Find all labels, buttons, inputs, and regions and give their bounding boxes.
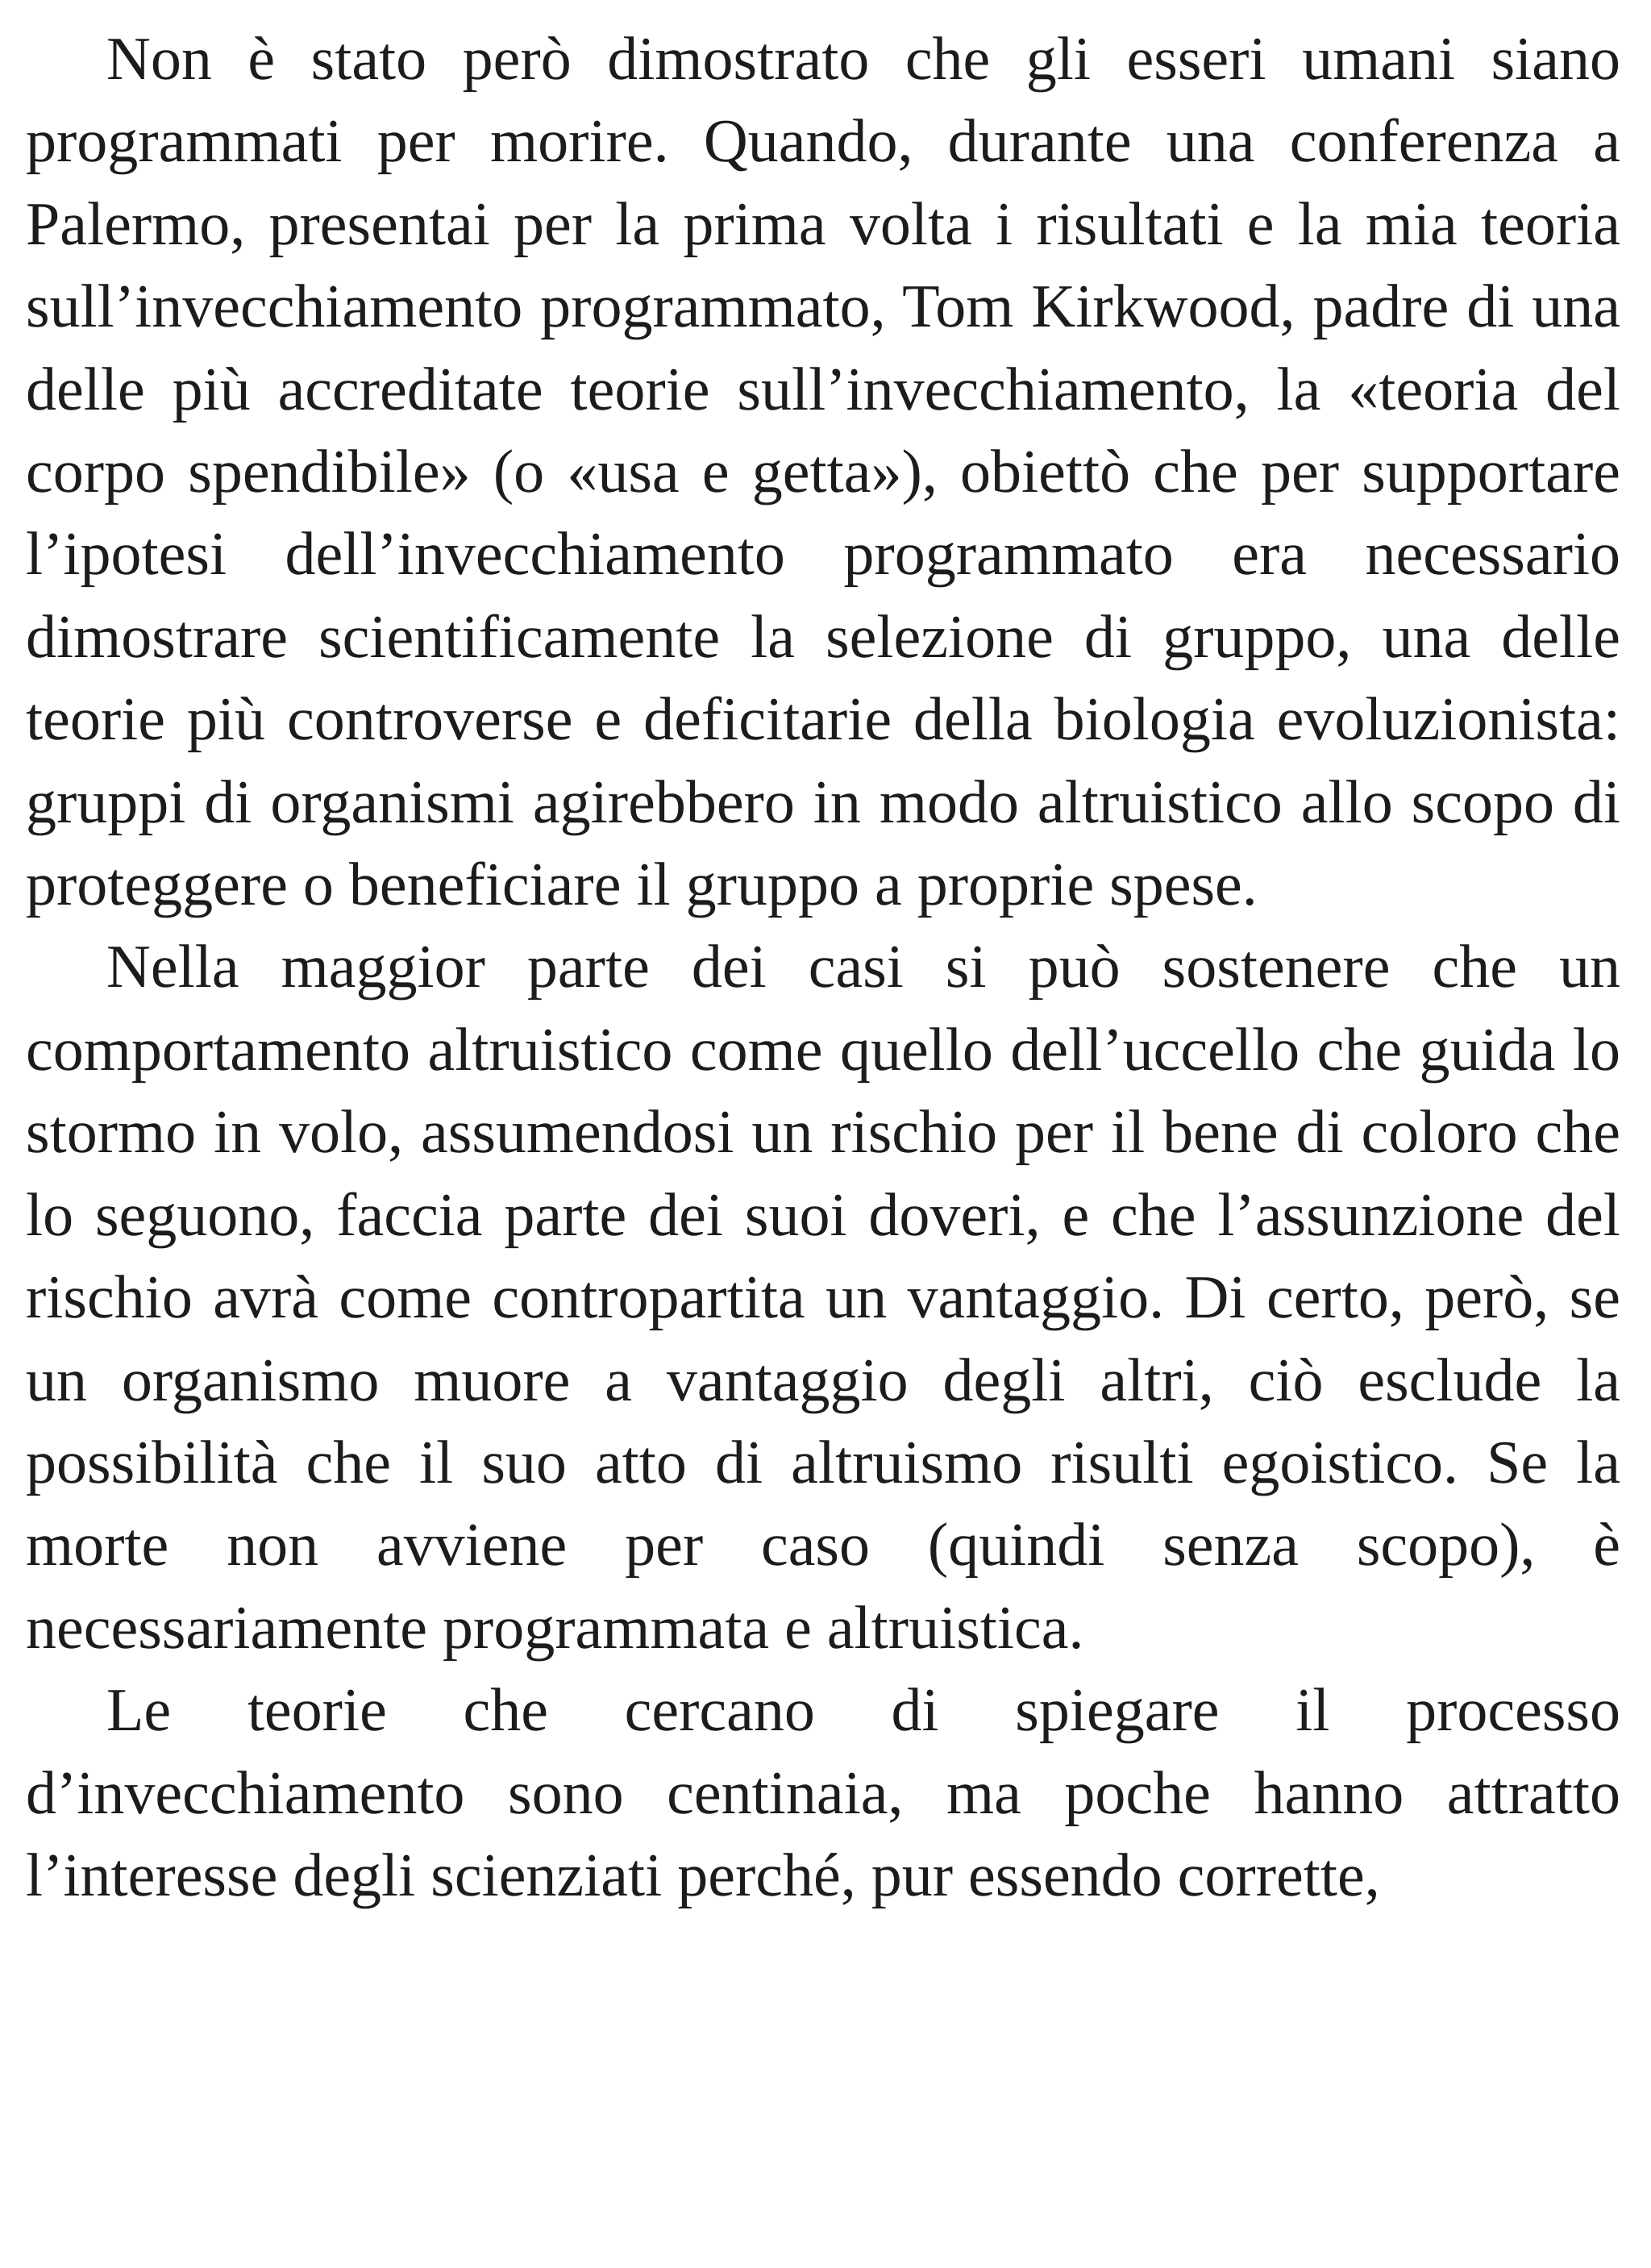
paragraph-1: Non è stato però dimostrato che gli esseri umani siano programmati per morire. Quando, durante una conferenza a Palermo, presentai per la prima volta i risultati e la mia teoria sull’invecchiamento programmato, Tom Kirkwood, padre di una delle più accreditate teorie sull’invecchiamento, la «teoria del corpo spendibile» (o «usa e getta»), obiettò che per supportare l’ipotesi dell’invecchiamento programmato era necessario dimostrare scientificamente la selezione di gruppo, una delle teorie più controverse e deficitarie della biologia evoluzionista: gruppi di organismi agirebbero in modo altruistico allo scopo di proteggere o beneficiare il gruppo a proprie spese. [26, 25, 1620, 919]
page-text [26, 18, 1620, 1916]
paragraph-3: Le teorie che cercano di spiegare il processo d’invecchiamento sono centinaia, ma poche hanno attratto l’interesse degli scienziati perché, pur essendo corrette, [26, 1676, 1620, 1909]
paragraph-2: Nella maggior parte dei casi si può sostenere che un comportamento altruistico come quello dell’uccello che guida lo stormo in volo, assumendosi un rischio per il bene di coloro che lo seguono, faccia parte dei suoi doveri, e che l’assunzione del rischio avrà come contropartita un vantaggio. Di certo, però, se un organismo muore a vantaggio degli altri, ciò esclude la possibilità che il suo atto di altruismo risulti egoistico. Se la morte non avviene per caso (quindi senza scopo), è necessariamente programmata e altruistica. [26, 933, 1620, 1662]
